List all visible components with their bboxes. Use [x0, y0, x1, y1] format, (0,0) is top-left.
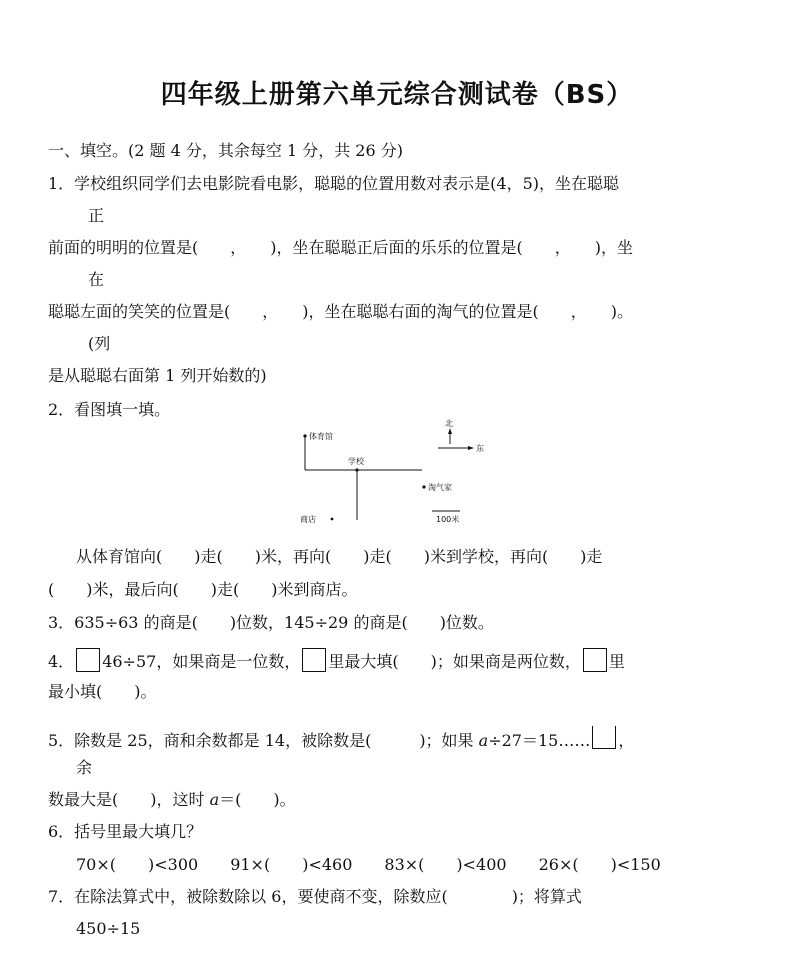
school-marker: [355, 468, 358, 471]
map-label-taoqi-home: 淘气家: [428, 483, 452, 492]
map-label-gym: 体育馆: [309, 432, 333, 441]
page-title: 四年级上册第六单元综合测试卷（BS）: [160, 80, 634, 110]
taoqi-home-marker: [422, 485, 425, 488]
question-5-text-5: ＝( )。: [219, 790, 296, 809]
question-3: 3．635÷63 的商是( )位数，145÷29 的商是( )位数。: [48, 613, 494, 632]
answer-box-reference-2: [583, 648, 607, 672]
question-4-line-2: 最小填( )。: [48, 682, 157, 701]
question-5-line-2: 余: [76, 758, 93, 777]
question-2-line-1: 2．看图填一填。: [48, 400, 171, 419]
map-label-shop: 商店: [300, 515, 316, 524]
question-1-line-5: 聪聪左面的笑笑的位置是( ， )，坐在聪聪右面的淘气的位置是( ， )。: [48, 302, 633, 321]
map-label-north: 北: [445, 419, 453, 428]
east-arrow-icon: [468, 446, 474, 450]
question-1-line-2: 正: [88, 206, 105, 225]
remainder-box[interactable]: [592, 726, 616, 749]
question-2-line-3: ( )米，最后向( )走( )米到商店。: [48, 580, 358, 599]
map-label-school: 学校: [348, 457, 364, 466]
question-4-text-2: 里最大填( )；如果商是两位数，: [328, 652, 581, 671]
question-1-line-7: 是从聪聪右面第 1 列开始数的): [48, 366, 267, 385]
north-arrow-icon: [448, 428, 452, 434]
question-7-line-2: 450÷15: [76, 919, 141, 938]
question-4-text-3: 里: [608, 652, 625, 671]
question-1-line-1: 1．学校组织同学们去电影院看电影，聪聪的位置用数对表示是(4，5)，坐在聪聪: [48, 174, 620, 193]
gym-marker: [303, 434, 306, 437]
question-6-line-1: 6．括号里最大填几？: [48, 822, 203, 841]
question-6-line-2: 70×( )<300 91×( )<460 83×( )<400 26×( )<150: [76, 855, 661, 874]
question-1-line-4: 在: [88, 270, 105, 289]
question-5-text-1: 5．除数是 25，商和余数都是 14，被除数是( )；如果: [48, 731, 479, 750]
variable-a: a: [478, 731, 489, 750]
question-5-text-2: ÷27＝15……: [488, 731, 591, 750]
map-label-scale: 100米: [436, 515, 460, 524]
question-7-line-1: 7．在除法算式中，被除数除以 6，要使商不变，除数应( )；将算式: [48, 887, 582, 906]
direction-map: [290, 418, 490, 530]
question-5-text-3: ，: [618, 731, 635, 750]
answer-box[interactable]: [76, 648, 100, 672]
question-4-number: 4．: [48, 652, 75, 671]
question-5-line-3: [48, 790, 296, 810]
answer-box-reference: [302, 648, 326, 672]
question-2-line-2: 从体育馆向( )走( )米，再向( )走( )米到学校，再向( )走: [76, 547, 603, 566]
map-label-east: 东: [476, 444, 484, 453]
question-1-line-3: 前面的明明的位置是( ， )，坐在聪聪正后面的乐乐的位置是( ， )，坐: [48, 238, 633, 257]
shop-marker: [331, 518, 334, 521]
question-4-text-1: 46÷57，如果商是一位数，: [102, 652, 301, 671]
variable-a-2: a: [209, 790, 220, 809]
question-1-line-6: (列: [88, 334, 111, 353]
section-heading: 一、填空。(2 题 4 分，其余每空 1 分，共 26 分): [48, 141, 403, 160]
question-5-text-4: 数最大是( )，这时: [48, 790, 210, 809]
question-5-line-1: [48, 726, 634, 751]
question-4-line-1: [48, 648, 625, 672]
